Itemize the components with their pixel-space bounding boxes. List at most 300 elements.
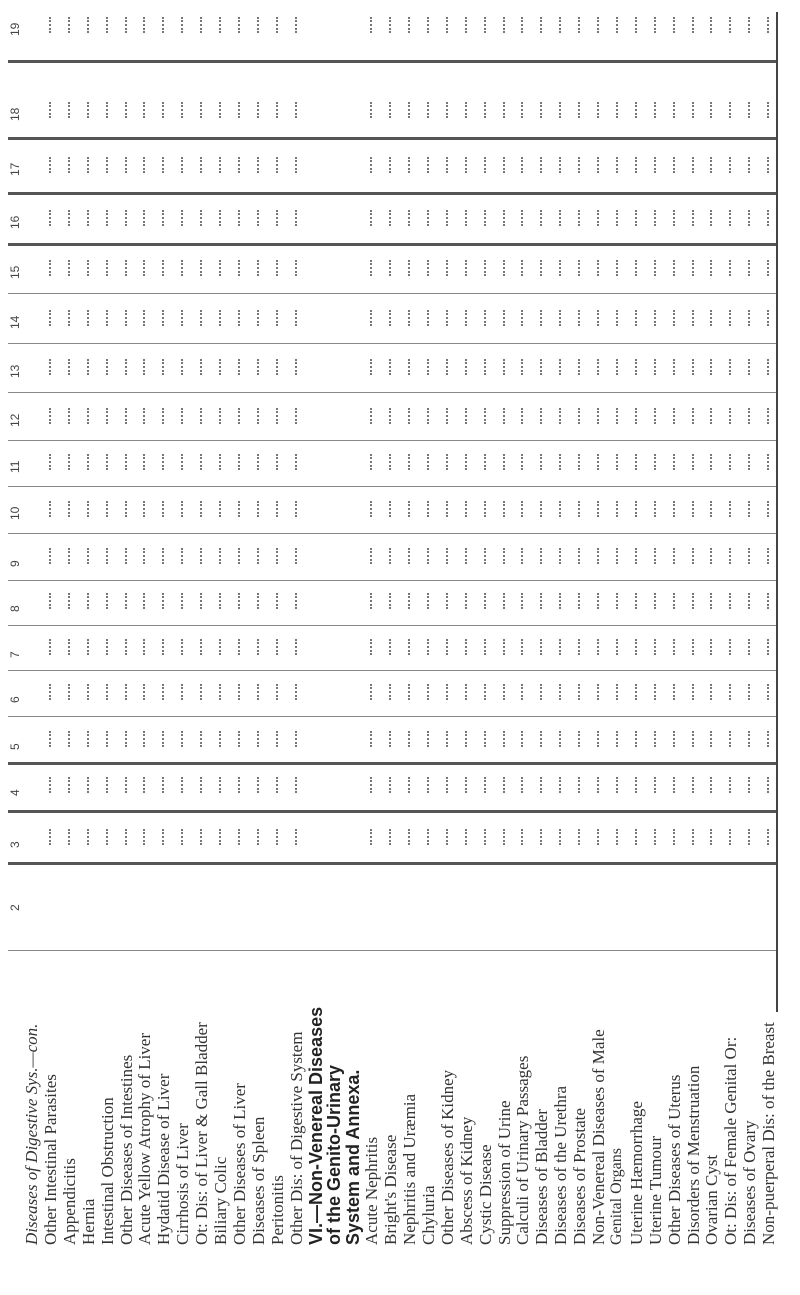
- dotted-leader: [540, 777, 544, 793]
- column-number: 10: [8, 506, 22, 520]
- dotted-leader: [729, 548, 733, 564]
- dotted-leader: [106, 454, 110, 470]
- dotted-leader: [68, 593, 72, 609]
- dotted-leader: [143, 260, 147, 276]
- dotted-leader: [654, 310, 658, 326]
- dotted-leader: [427, 639, 431, 655]
- dotted-leader: [692, 17, 696, 33]
- dotted-leader: [68, 359, 72, 375]
- dotted-leader: [559, 777, 563, 793]
- dotted-leader: [106, 102, 110, 118]
- dotted-leader: [68, 548, 72, 564]
- dotted-leader: [408, 829, 412, 845]
- dotted-leader: [219, 684, 223, 700]
- dotted-leader: [49, 731, 53, 747]
- dotted-leader: [767, 157, 771, 173]
- dotted-leader: [503, 501, 507, 517]
- dotted-leader: [521, 501, 525, 517]
- row-label: Nephritis and Uræmia: [400, 1093, 419, 1245]
- dotted-leader: [446, 548, 450, 564]
- dotted-leader: [162, 454, 166, 470]
- dotted-leader: [295, 777, 299, 793]
- dotted-leader: [257, 501, 261, 517]
- row-rule: [8, 440, 778, 441]
- dotted-leader: [162, 17, 166, 33]
- dotted-leader: [295, 501, 299, 517]
- dotted-leader: [692, 501, 696, 517]
- dotted-leader: [276, 157, 280, 173]
- column-number: 9: [8, 560, 22, 567]
- dotted-leader: [521, 639, 525, 655]
- dotted-leader: [427, 684, 431, 700]
- dotted-leader: [200, 260, 204, 276]
- dotted-leader: [559, 102, 563, 118]
- dotted-leader: [748, 593, 752, 609]
- row-label: Peritonitis: [267, 1175, 287, 1245]
- dotted-leader: [616, 310, 620, 326]
- dotted-leader: [370, 684, 374, 700]
- dotted-leader: [616, 639, 620, 655]
- dotted-leader: [427, 731, 431, 747]
- dotted-leader: [257, 548, 261, 564]
- dotted-leader: [49, 777, 53, 793]
- dotted-leader: [673, 260, 677, 276]
- dotted-leader: [87, 593, 91, 609]
- dotted-leader: [692, 593, 696, 609]
- dotted-leader: [238, 359, 242, 375]
- dotted-leader: [200, 731, 204, 747]
- dotted-leader: [446, 359, 450, 375]
- dotted-leader: [106, 731, 110, 747]
- dotted-leader: [143, 210, 147, 226]
- dotted-leader: [729, 408, 733, 424]
- dotted-leader: [654, 210, 658, 226]
- dotted-leader: [540, 639, 544, 655]
- dotted-leader: [446, 17, 450, 33]
- dotted-leader: [559, 548, 563, 564]
- row-rule: [8, 343, 778, 344]
- dotted-leader: [257, 454, 261, 470]
- dotted-leader: [692, 548, 696, 564]
- dotted-leader: [68, 777, 72, 793]
- dotted-leader: [692, 102, 696, 118]
- dotted-leader: [465, 684, 469, 700]
- dotted-leader: [408, 548, 412, 564]
- dotted-leader: [540, 593, 544, 609]
- dotted-leader: [219, 731, 223, 747]
- dotted-leader: [106, 17, 110, 33]
- dotted-leader: [87, 731, 91, 747]
- dotted-leader: [125, 777, 129, 793]
- dotted-leader: [692, 777, 696, 793]
- dotted-leader: [408, 777, 412, 793]
- dotted-leader: [465, 260, 469, 276]
- dotted-leader: [389, 684, 393, 700]
- dotted-leader: [219, 359, 223, 375]
- dotted-leader: [503, 639, 507, 655]
- dotted-leader: [276, 260, 280, 276]
- dotted-leader: [729, 501, 733, 517]
- dotted-leader: [521, 310, 525, 326]
- dotted-leader: [597, 454, 601, 470]
- dotted-leader: [748, 102, 752, 118]
- dotted-leader: [106, 548, 110, 564]
- dotted-leader: [559, 17, 563, 33]
- dotted-leader: [200, 777, 204, 793]
- row-rule: [8, 950, 778, 951]
- dotted-leader: [559, 684, 563, 700]
- row-label: Genital Organs: [607, 1147, 625, 1245]
- dotted-leader: [673, 17, 677, 33]
- dotted-leader: [521, 17, 525, 33]
- dotted-leader: [673, 454, 677, 470]
- dotted-leader: [200, 102, 204, 118]
- dotted-leader: [578, 777, 582, 793]
- column-number: 17: [8, 162, 22, 176]
- dotted-leader: [484, 454, 488, 470]
- dotted-leader: [748, 548, 752, 564]
- dotted-leader: [465, 639, 469, 655]
- dotted-leader: [465, 408, 469, 424]
- dotted-leader: [635, 359, 639, 375]
- dotted-leader: [427, 829, 431, 845]
- dotted-leader: [748, 829, 752, 845]
- dotted-leader: [635, 260, 639, 276]
- dotted-leader: [748, 408, 752, 424]
- dotted-leader: [446, 731, 450, 747]
- dotted-leader: [540, 548, 544, 564]
- dotted-leader: [106, 157, 110, 173]
- dotted-leader: [710, 639, 714, 655]
- dotted-leader: [181, 454, 185, 470]
- dotted-leader: [181, 593, 185, 609]
- dotted-leader: [767, 777, 771, 793]
- dotted-leader: [276, 593, 280, 609]
- dotted-leader: [68, 17, 72, 33]
- dotted-leader: [616, 17, 620, 33]
- dotted-leader: [143, 684, 147, 700]
- dotted-leader: [521, 731, 525, 747]
- dotted-leader: [427, 548, 431, 564]
- column-number: 14: [8, 315, 22, 329]
- dotted-leader: [162, 593, 166, 609]
- dotted-leader: [162, 260, 166, 276]
- dotted-leader: [87, 260, 91, 276]
- dotted-leader: [616, 157, 620, 173]
- dotted-leader: [654, 17, 658, 33]
- dotted-leader: [238, 102, 242, 118]
- dotted-leader: [162, 157, 166, 173]
- row-label: Biliary Colic: [211, 1156, 230, 1245]
- dotted-leader: [257, 639, 261, 655]
- dotted-leader: [427, 454, 431, 470]
- dotted-leader: [238, 454, 242, 470]
- dotted-leader: [389, 501, 393, 517]
- dotted-leader: [540, 210, 544, 226]
- dotted-leader: [597, 260, 601, 276]
- dotted-leader: [143, 454, 147, 470]
- dotted-leader: [673, 157, 677, 173]
- dotted-leader: [654, 157, 658, 173]
- dotted-leader: [408, 593, 412, 609]
- dotted-leader: [767, 210, 771, 226]
- dotted-leader: [748, 359, 752, 375]
- dotted-leader: [181, 310, 185, 326]
- dotted-leader: [673, 501, 677, 517]
- dotted-leader: [370, 157, 374, 173]
- dotted-leader: [370, 501, 374, 517]
- dotted-leader: [200, 310, 204, 326]
- dotted-leader: [729, 102, 733, 118]
- column-number: 5: [8, 743, 22, 750]
- dotted-leader: [219, 408, 223, 424]
- dotted-leader: [427, 17, 431, 33]
- dotted-leader: [559, 359, 563, 375]
- dotted-leader: [484, 684, 488, 700]
- dotted-leader: [729, 593, 733, 609]
- column-number: 4: [8, 789, 22, 796]
- dotted-leader: [597, 210, 601, 226]
- dotted-leader: [276, 829, 280, 845]
- dotted-leader: [143, 310, 147, 326]
- dotted-leader: [295, 17, 299, 33]
- dotted-leader: [162, 359, 166, 375]
- dotted-leader: [654, 260, 658, 276]
- row-label: Diseases of Bladder: [532, 1109, 552, 1245]
- dotted-leader: [200, 359, 204, 375]
- dotted-leader: [767, 501, 771, 517]
- dotted-leader: [673, 593, 677, 609]
- dotted-leader: [635, 210, 639, 226]
- dotted-leader: [143, 359, 147, 375]
- dotted-leader: [68, 731, 72, 747]
- dotted-leader: [729, 210, 733, 226]
- dotted-leader: [389, 210, 393, 226]
- dotted-leader: [692, 210, 696, 226]
- dotted-leader: [125, 408, 129, 424]
- dotted-leader: [748, 210, 752, 226]
- dotted-leader: [295, 548, 299, 564]
- dotted-leader: [219, 157, 223, 173]
- dotted-leader: [654, 102, 658, 118]
- dotted-leader: [616, 454, 620, 470]
- dotted-leader: [276, 777, 280, 793]
- dotted-leader: [68, 501, 72, 517]
- dotted-leader: [465, 731, 469, 747]
- row-rule: [8, 670, 778, 671]
- dotted-leader: [484, 210, 488, 226]
- dotted-leader: [238, 548, 242, 564]
- dotted-leader: [635, 501, 639, 517]
- dotted-leader: [446, 157, 450, 173]
- column-number: 2: [8, 904, 22, 911]
- row-rule: [8, 192, 778, 195]
- dotted-leader: [49, 684, 53, 700]
- dotted-leader: [521, 593, 525, 609]
- dotted-leader: [521, 260, 525, 276]
- row-label: Hernia: [78, 1198, 98, 1245]
- row-label: Other Intestinal Parasites: [40, 1074, 60, 1245]
- dotted-leader: [710, 17, 714, 33]
- dotted-leader: [162, 501, 166, 517]
- dotted-leader: [238, 829, 242, 845]
- section-heading: of the Genito-Urinary: [324, 1064, 345, 1245]
- dotted-leader: [106, 684, 110, 700]
- dotted-leader: [276, 408, 280, 424]
- dotted-leader: [446, 639, 450, 655]
- dotted-leader: [465, 310, 469, 326]
- dotted-leader: [540, 359, 544, 375]
- dotted-leader: [370, 102, 374, 118]
- section-heading: System and Annexa.: [343, 1069, 364, 1245]
- dotted-leader: [87, 310, 91, 326]
- dotted-leader: [597, 501, 601, 517]
- dotted-leader: [484, 359, 488, 375]
- dotted-leader: [87, 501, 91, 517]
- dotted-leader: [257, 684, 261, 700]
- dotted-leader: [427, 260, 431, 276]
- dotted-leader: [68, 210, 72, 226]
- dotted-leader: [578, 157, 582, 173]
- dotted-leader: [125, 639, 129, 655]
- dotted-leader: [748, 777, 752, 793]
- dotted-leader: [143, 548, 147, 564]
- dotted-leader: [597, 639, 601, 655]
- dotted-leader: [389, 260, 393, 276]
- dotted-leader: [87, 829, 91, 845]
- column-number: 12: [8, 413, 22, 427]
- dotted-leader: [616, 408, 620, 424]
- dotted-leader: [200, 408, 204, 424]
- row-label: Chyluria: [418, 1185, 438, 1245]
- dotted-leader: [729, 157, 733, 173]
- dotted-leader: [748, 157, 752, 173]
- dotted-leader: [748, 260, 752, 276]
- dotted-leader: [597, 777, 601, 793]
- dotted-leader: [465, 829, 469, 845]
- dotted-leader: [143, 639, 147, 655]
- dotted-leader: [540, 102, 544, 118]
- dotted-leader: [162, 310, 166, 326]
- dotted-leader: [503, 829, 507, 845]
- dotted-leader: [143, 777, 147, 793]
- dotted-leader: [238, 684, 242, 700]
- dotted-leader: [484, 829, 488, 845]
- dotted-leader: [729, 359, 733, 375]
- dotted-leader: [446, 310, 450, 326]
- column-number: 18: [8, 107, 22, 121]
- dotted-leader: [484, 777, 488, 793]
- dotted-leader: [597, 17, 601, 33]
- dotted-leader: [692, 684, 696, 700]
- dotted-leader: [540, 454, 544, 470]
- dotted-leader: [710, 260, 714, 276]
- dotted-leader: [49, 454, 53, 470]
- dotted-leader: [370, 777, 374, 793]
- dotted-leader: [616, 102, 620, 118]
- dotted-leader: [767, 408, 771, 424]
- dotted-leader: [559, 157, 563, 173]
- dotted-leader: [635, 777, 639, 793]
- dotted-leader: [238, 310, 242, 326]
- dotted-leader: [597, 102, 601, 118]
- dotted-leader: [219, 593, 223, 609]
- dotted-leader: [408, 260, 412, 276]
- dotted-leader: [389, 548, 393, 564]
- row-label: Ovarian Cyst: [702, 1154, 722, 1245]
- dotted-leader: [635, 454, 639, 470]
- dotted-leader: [408, 310, 412, 326]
- dotted-leader: [692, 454, 696, 470]
- dotted-leader: [257, 777, 261, 793]
- dotted-leader: [106, 829, 110, 845]
- dotted-leader: [125, 157, 129, 173]
- dotted-leader: [49, 210, 53, 226]
- dotted-leader: [559, 260, 563, 276]
- dotted-leader: [162, 829, 166, 845]
- dotted-leader: [484, 157, 488, 173]
- row-label: Diseases of Ovary: [740, 1120, 760, 1245]
- dotted-leader: [635, 102, 639, 118]
- dotted-leader: [559, 829, 563, 845]
- row-rule: [8, 716, 778, 717]
- dotted-leader: [238, 157, 242, 173]
- dotted-leader: [125, 593, 129, 609]
- dotted-leader: [673, 829, 677, 845]
- dotted-leader: [673, 731, 677, 747]
- dotted-leader: [578, 501, 582, 517]
- dotted-leader: [68, 639, 72, 655]
- dotted-leader: [200, 501, 204, 517]
- dotted-leader: [181, 639, 185, 655]
- dotted-leader: [143, 157, 147, 173]
- dotted-leader: [616, 829, 620, 845]
- dotted-leader: [710, 684, 714, 700]
- dotted-leader: [238, 17, 242, 33]
- dotted-leader: [68, 310, 72, 326]
- row-rule: [8, 243, 778, 246]
- dotted-leader: [692, 157, 696, 173]
- dotted-leader: [68, 454, 72, 470]
- dotted-leader: [616, 359, 620, 375]
- dotted-leader: [616, 260, 620, 276]
- dotted-leader: [540, 829, 544, 845]
- dotted-leader: [597, 157, 601, 173]
- dotted-leader: [162, 684, 166, 700]
- dotted-leader: [427, 210, 431, 226]
- dotted-leader: [578, 102, 582, 118]
- dotted-leader: [635, 639, 639, 655]
- column-number: 8: [8, 605, 22, 612]
- column-number: 6: [8, 696, 22, 703]
- dotted-leader: [446, 102, 450, 118]
- dotted-leader: [673, 310, 677, 326]
- dotted-leader: [162, 639, 166, 655]
- dotted-leader: [427, 359, 431, 375]
- dotted-leader: [143, 829, 147, 845]
- row-label: Suppression of Urine: [494, 1100, 514, 1245]
- dotted-leader: [521, 777, 525, 793]
- dotted-leader: [49, 593, 53, 609]
- row-label: Diseases of the Urethra: [551, 1085, 571, 1245]
- row-rule: [8, 762, 778, 765]
- dotted-leader: [503, 102, 507, 118]
- dotted-leader: [484, 102, 488, 118]
- dotted-leader: [597, 829, 601, 845]
- dotted-leader: [465, 210, 469, 226]
- dotted-leader: [200, 639, 204, 655]
- dotted-leader: [446, 408, 450, 424]
